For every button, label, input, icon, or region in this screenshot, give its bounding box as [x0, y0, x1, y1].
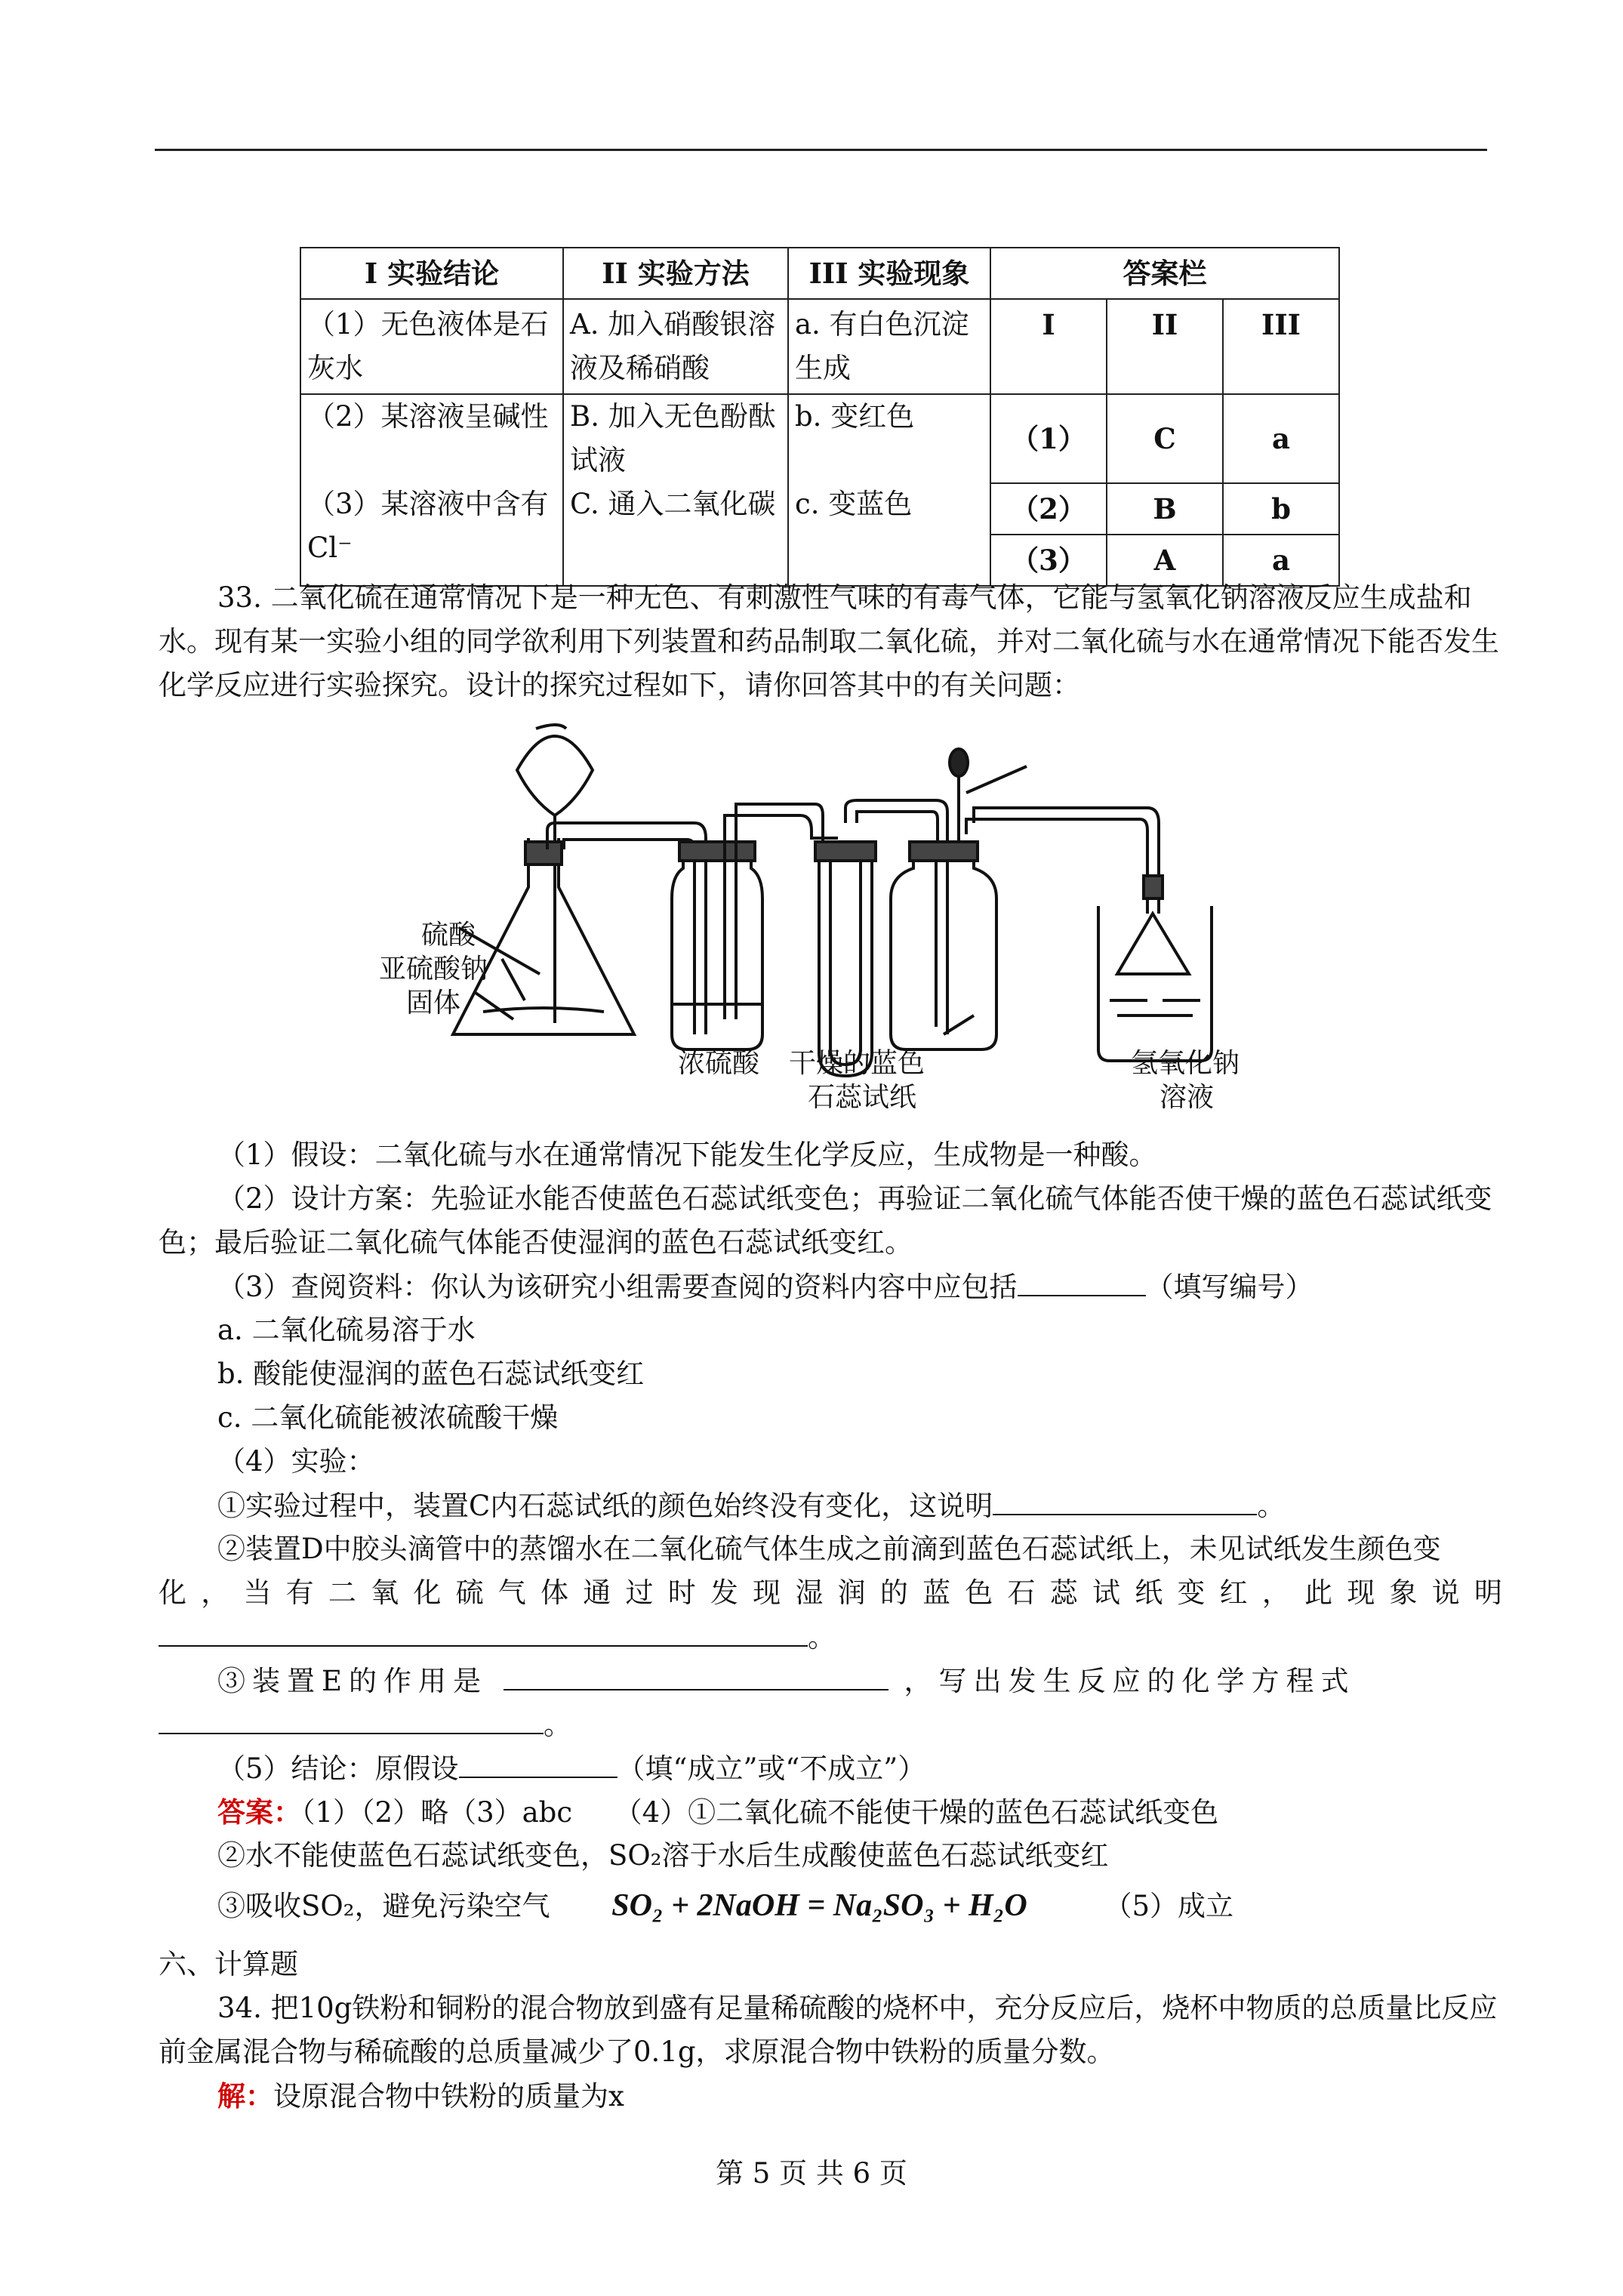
table-cell: B. 加入无色酚酞试液 — [570, 400, 776, 476]
q33-step2: （2）设计方案：先验证水能否使蓝色石蕊试纸变色；再验证二氧化硫气体能否使干燥的蓝色石蕊试纸变色；最后验证二氧化硫气体能否使湿润的蓝色石蕊试纸变红。 — [159, 1182, 1492, 1259]
table-cell: II — [1107, 299, 1223, 394]
q33-exp2a: ②装置D中胶头滴管中的蒸馏水在二氧化硫气体生成之前滴到蓝色石蕊试纸上，未见试纸发生颜色变 — [217, 1533, 1441, 1565]
blank-4-2 — [159, 1615, 808, 1647]
blank-5 — [459, 1746, 617, 1778]
q33-exp3a: ③装置E的作用是 ，写出发生反应的化学方程式 — [159, 1659, 1502, 1703]
q33-intro: 33. 二氧化硫在通常情况下是一种无色、有刺激性气味的有毒气体，它能与氢氧化钠溶液反应生成盐和水。现有某一实验小组的同学欲利用下列装置和药品制取二氧化硫，并对二氧化硫与水在通常情况下能否发生化学反应进行实验探究。设计的探究过程如下，请你回答其中的有关问题： — [159, 581, 1499, 701]
label-sulfuric-acid: 硫酸 — [421, 920, 476, 951]
answer-cell: （1） — [990, 394, 1107, 483]
answer-cell: a — [1223, 394, 1339, 483]
q33-exp2b: 化，当有二氧化硫气体通过时发现湿润的蓝色石蕊试纸变红，此现象说明 — [159, 1576, 1502, 1609]
solution-line: 解：设原混合物中铁粉的质量为x — [217, 2079, 624, 2113]
q34-text: 34. 把10g铁粉和铜粉的混合物放到盛有足量稀硫酸的烧杯中，充分反应后，烧杯中物质的总质量比反应前金属混合物与稀硫酸的总质量减少了0.1g，求原混合物中铁粉的质量分数。 — [159, 1992, 1498, 2068]
q33-step4: （4）实验： — [217, 1445, 375, 1478]
table-header: II 实验方法 — [563, 248, 788, 299]
label-naoh-2: 溶液 — [1160, 1082, 1215, 1113]
answer-cell: （3） — [990, 535, 1107, 586]
table-header: I 实验结论 — [300, 248, 563, 299]
option-b: b. 酸能使湿润的蓝色石蕊试纸变红 — [217, 1358, 645, 1390]
table-cell: a. 有白色沉淀生成 — [788, 299, 990, 394]
header-rule — [155, 149, 1487, 151]
table-cell: （2）某溶液呈碱性 — [307, 400, 549, 433]
answer-cell: B — [1107, 483, 1223, 535]
blank-4-3a — [504, 1659, 888, 1690]
q33-exp2c: 。 — [159, 1615, 1502, 1660]
answer-cell: A — [1107, 535, 1223, 586]
answer-table — [300, 247, 1340, 587]
blank-4-3b — [159, 1703, 544, 1734]
table-cell: c. 变蓝色 — [795, 488, 913, 520]
section-heading: 六、计算题 — [159, 1948, 298, 1980]
answer-cell: b — [1223, 483, 1339, 535]
label-conc-sulfuric-acid: 浓硫酸 — [678, 1048, 760, 1079]
answer-cell: C — [1107, 394, 1223, 483]
option-a: a. 二氧化硫易溶于水 — [217, 1314, 476, 1346]
table-cell: C. 通入二氧化碳 — [570, 488, 776, 520]
answer-line-3: ③吸收SO₂，避免污染空气 SO₂ + 2NaOH = Na₂SO₃ + H₂O （5）成立 — [217, 1888, 1234, 1923]
q33-exp3b: 。 — [159, 1703, 1502, 1747]
answer-cell: a — [1223, 535, 1339, 586]
table-cell: A. 加入硝酸银溶液及稀硝酸 — [563, 299, 788, 394]
apparatus-figure — [362, 717, 1306, 1125]
label-dry-litmus-2: 石蕊试纸 — [808, 1082, 917, 1113]
label-naoh-1: 氢氧化钠 — [1131, 1048, 1240, 1079]
table-cell: （3）某溶液中含有Cl⁻ — [307, 488, 549, 564]
table-header: 答案栏 — [990, 248, 1339, 299]
q33-step5: （5）结论：原假设 （填“成立”或“不成立”） — [159, 1746, 1502, 1791]
q33-exp1: ①实验过程中，装置C内石蕊试纸的颜色始终没有变化，这说明 。 — [159, 1484, 1502, 1528]
table-cell: III — [1223, 299, 1339, 394]
q33-step3: （3）查阅资料：你认为该研究小组需要查阅的资料内容中应包括 （填写编号） — [159, 1265, 1502, 1309]
table-cell: （1）无色液体是石灰水 — [300, 299, 563, 394]
label-solid: 固体 — [406, 988, 461, 1019]
answer-line-1: 答案：（1）（2）略（3）abc （4）①二氧化硫不能使干燥的蓝色石蕊试纸变色 — [217, 1795, 1219, 1829]
table-header: III 实验现象 — [788, 248, 990, 299]
answer-line-2: ②水不能使蓝色石蕊试纸变色，SO₂溶于水后生成酸使蓝色石蕊试纸变红 — [217, 1839, 1109, 1872]
answer-cell: （2） — [990, 483, 1107, 535]
table-cell: I — [990, 299, 1107, 394]
blank-3 — [1018, 1265, 1146, 1296]
label-dry-litmus-1: 干燥的蓝色 — [789, 1048, 925, 1079]
chemical-equation: SO₂ + 2NaOH = Na₂SO₃ + H₂O — [611, 1888, 1027, 1923]
option-c: c. 二氧化硫能被浓硫酸干燥 — [217, 1401, 559, 1434]
blank-4-1 — [993, 1484, 1257, 1515]
q33-step1: （1）假设：二氧化硫与水在通常情况下能发生化学反应，生成物是一种酸。 — [217, 1139, 1157, 1171]
table-cell: b. 变红色 — [795, 400, 915, 433]
page-footer: 第 5 页 共 6 页 — [716, 2157, 907, 2190]
label-sodium-sulfite: 亚硫酸钠 — [379, 954, 488, 985]
